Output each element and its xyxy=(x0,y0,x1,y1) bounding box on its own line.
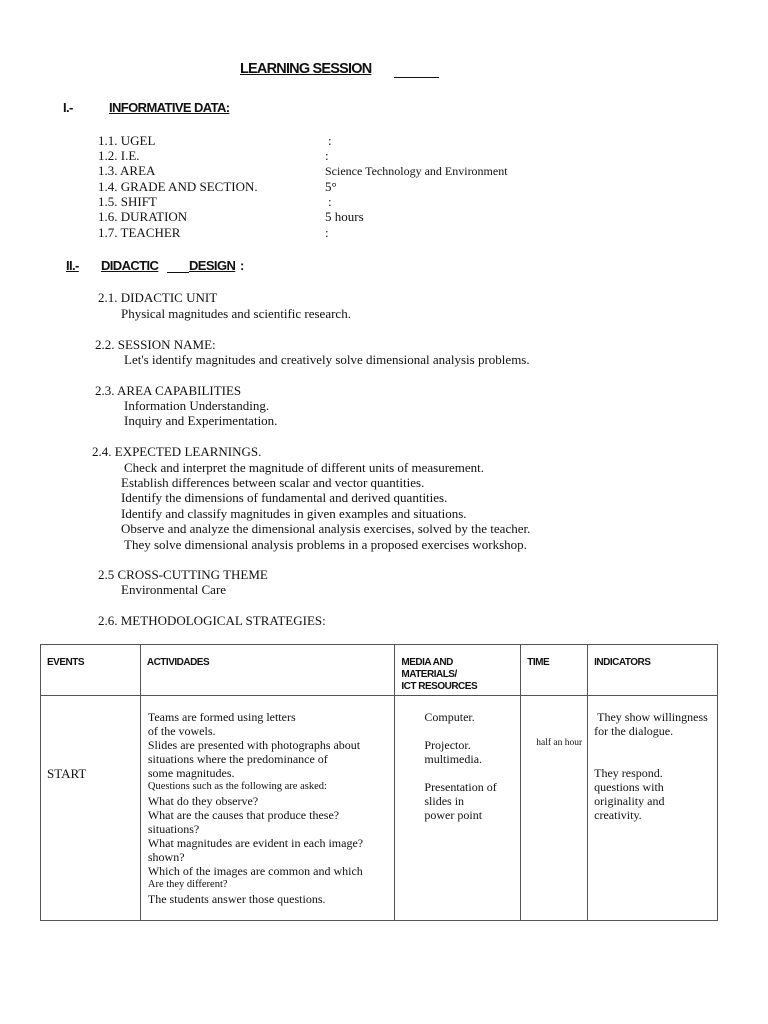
header-media-line: MEDIA AND xyxy=(401,657,453,668)
activity-line: situations? xyxy=(147,822,200,836)
indicator-line: creativity. xyxy=(594,808,642,822)
header-media xyxy=(395,645,520,693)
time-value: half an hour xyxy=(536,738,583,748)
activity-line: Which of the images are common and which xyxy=(147,864,363,878)
theme-text: Environmental Care xyxy=(121,582,227,597)
header-media-line: MATERIALS/ xyxy=(401,669,457,680)
table-row xyxy=(41,696,718,921)
header-media-cell xyxy=(395,645,521,696)
info-label-grade: 1.4. GRADE AND SECTION. xyxy=(98,179,258,194)
media-cell xyxy=(395,696,521,921)
section-2-number: II.- xyxy=(66,258,79,273)
activity-line: What magnitudes are evident in each image? xyxy=(147,836,364,850)
section-1-number: I.- xyxy=(63,100,73,115)
media-line: slides in xyxy=(424,794,465,808)
header-events-cell xyxy=(41,645,141,696)
event-cell xyxy=(41,696,141,921)
media-line: power point xyxy=(424,808,483,822)
event-label: START xyxy=(47,766,87,781)
learning-item: Check and interpret the magnitude of different units of measurement. xyxy=(124,460,485,475)
activity-line: What do they observe? xyxy=(147,794,259,808)
didactic-unit-text: Physical magnitudes and scientific research. xyxy=(121,306,351,321)
capabilities-heading: 2.3. AREA CAPABILITIES xyxy=(95,383,242,398)
didactic-unit-heading: 2.1. DIDACTIC UNIT xyxy=(98,290,218,305)
info-value-area: Science Technology and Environment xyxy=(325,164,508,178)
session-name-heading: 2.2. SESSION NAME: xyxy=(95,337,216,352)
info-label-teacher: 1.7. TEACHER xyxy=(98,225,181,240)
info-label-ie: 1.2. I.E. xyxy=(98,148,140,163)
info-label-duration: 1.6. DURATION xyxy=(98,209,188,224)
info-value-shift: : xyxy=(328,194,332,209)
info-value-grade: 5° xyxy=(325,179,337,194)
learning-item: They solve dimensional analysis problems in a proposed exercises workshop. xyxy=(124,537,527,552)
media-line: multimedia. xyxy=(424,752,483,766)
header-activities: ACTIVIDADES xyxy=(146,657,210,668)
session-name-text: Let's identify magnitudes and creatively solve dimensional analysis problems. xyxy=(124,352,530,367)
indicator-line: They show willingness xyxy=(597,710,708,724)
info-label-shift: 1.5. SHIFT xyxy=(98,194,157,209)
capability-item: Information Understanding. xyxy=(124,398,270,413)
indicators-cell xyxy=(588,696,718,921)
header-media-line: ICT RESOURCES xyxy=(401,681,478,692)
info-value-ugel: : xyxy=(328,133,332,148)
title-underline xyxy=(394,77,439,78)
activity-line: shown? xyxy=(147,850,185,864)
info-value-ie: : xyxy=(325,148,329,163)
media-line: Presentation of xyxy=(424,780,497,794)
activity-line: Teams are formed using letters xyxy=(147,710,296,724)
header-indicators: INDICATORS xyxy=(594,657,651,668)
media-line: Computer. xyxy=(424,710,475,724)
learning-item: Identify the dimensions of fundamental and derived quantities. xyxy=(121,490,448,505)
section-2-title-part2: DESIGN xyxy=(189,258,236,273)
activity-line: Are they different? xyxy=(147,879,228,890)
header-time: TIME xyxy=(527,657,550,668)
activity-line: What are the causes that produce these? xyxy=(147,808,340,822)
info-value-duration: 5 hours xyxy=(325,209,364,224)
learning-item: Identify and classify magnitudes in given examples and situations. xyxy=(121,506,467,521)
media-line: Projector. xyxy=(424,738,471,752)
capability-item: Inquiry and Experimentation. xyxy=(124,413,278,428)
page-title: LEARNING SESSION xyxy=(240,61,372,77)
activity-line: Slides are presented with photographs about xyxy=(147,738,361,752)
activities-cell xyxy=(140,696,395,921)
learnings-heading: 2.4. EXPECTED LEARNINGS. xyxy=(92,444,262,459)
learning-item: Establish differences between scalar and vector quantities. xyxy=(121,475,425,490)
indicator-line: questions with xyxy=(594,780,664,794)
activity-line: situations where the predominance of xyxy=(147,752,328,766)
strategies-heading: 2.6. METHODOLOGICAL STRATEGIES: xyxy=(98,613,326,628)
info-label-area: 1.3. AREA xyxy=(98,163,156,178)
indicator-line: for the dialogue. xyxy=(594,724,674,738)
header-time-cell xyxy=(521,645,588,696)
section-2-title-colon: : xyxy=(240,258,244,273)
strategies-table xyxy=(40,644,718,921)
header-events: EVENTS xyxy=(47,657,85,668)
activity-line: some magnitudes. xyxy=(147,766,235,780)
learning-item: Observe and analyze the dimensional analysis exercises, solved by the teacher. xyxy=(121,521,531,536)
header-activities-cell xyxy=(140,645,395,696)
activity-line: of the vowels. xyxy=(147,724,216,738)
header-indicators-cell xyxy=(588,645,718,696)
info-value-teacher: : xyxy=(325,225,329,240)
activity-line: Questions such as the following are asked: xyxy=(147,781,327,792)
indicator-line: originality and xyxy=(594,794,665,808)
theme-heading: 2.5 CROSS-CUTTING THEME xyxy=(98,567,268,582)
table-header-row xyxy=(41,645,718,696)
activity-line: The students answer those questions. xyxy=(147,892,326,906)
section-1-title: INFORMATIVE DATA: xyxy=(109,100,230,115)
section-2-title-part1: DIDACTIC xyxy=(101,258,159,273)
time-cell xyxy=(521,696,588,921)
indicator-line: They respond. xyxy=(594,766,663,780)
section-2-title-gap-underline xyxy=(167,272,189,273)
info-label-ugel: 1.1. UGEL xyxy=(98,133,156,148)
